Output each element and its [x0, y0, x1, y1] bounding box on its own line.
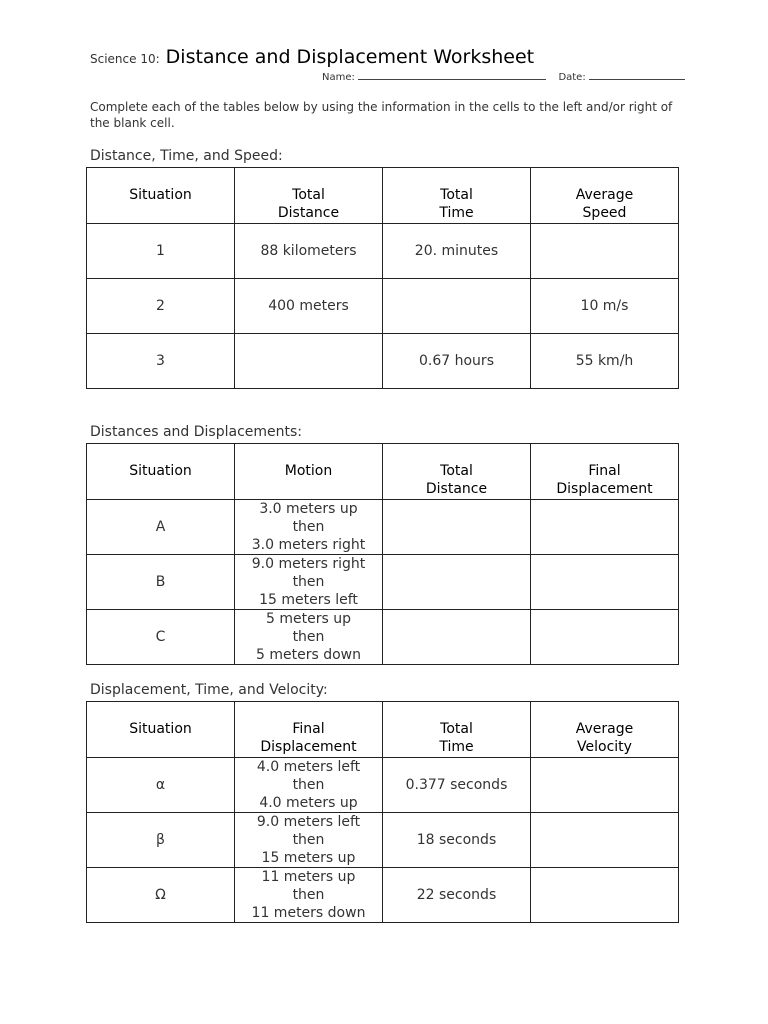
table-cell-line: 15 meters up: [261, 850, 356, 866]
table-cell-line: then: [292, 832, 325, 848]
column-header-text: Final: [292, 721, 325, 737]
table-cell-line: 11 meters up: [261, 869, 356, 885]
table-cell: [235, 758, 383, 813]
table-cell: α: [87, 758, 235, 813]
column-header: [531, 702, 679, 758]
table-cell: [235, 813, 383, 868]
table-header-row: [87, 702, 679, 758]
distances-displacements-table: [86, 443, 679, 665]
column-header-text: Time: [439, 739, 474, 755]
table-cell: A: [87, 500, 235, 555]
table-cell: 0.377 seconds: [383, 758, 531, 813]
table-row: [87, 868, 679, 923]
table-cell-line: 9.0 meters right: [251, 556, 366, 572]
table-cell: 3: [87, 334, 235, 389]
blank-answer-cell[interactable]: [531, 868, 679, 923]
blank-answer-cell[interactable]: [531, 500, 679, 555]
column-header: [235, 444, 383, 500]
section-title-speed: Distance, Time, and Speed:: [90, 148, 283, 164]
column-header-text: Situation: [129, 721, 192, 737]
table-cell: 10 m/s: [531, 279, 679, 334]
blank-answer-cell[interactable]: [383, 500, 531, 555]
table-cell: 88 kilometers: [235, 224, 383, 279]
column-header-text: Total: [440, 187, 473, 203]
column-header-text: Distance: [425, 481, 488, 497]
date-label: Date:: [558, 72, 586, 83]
column-header-text: Situation: [129, 187, 192, 203]
column-header: [235, 702, 383, 758]
table-cell: 1: [87, 224, 235, 279]
table-row: [87, 555, 679, 610]
table-cell-line: then: [292, 777, 325, 793]
table-cell-line: then: [292, 629, 325, 645]
column-header-text: Total: [440, 463, 473, 479]
column-header-text: Displacement: [260, 739, 357, 755]
table-cell: C: [87, 610, 235, 665]
table-cell: [235, 610, 383, 665]
column-header-text: Speed: [582, 205, 627, 221]
section-title-displacement: Distances and Displacements:: [90, 424, 303, 440]
table-cell-line: 11 meters down: [251, 905, 366, 921]
table-cell: B: [87, 555, 235, 610]
column-header-text: Time: [439, 205, 474, 221]
table-cell-line: then: [292, 887, 325, 903]
blank-answer-cell[interactable]: [235, 334, 383, 389]
blank-answer-cell[interactable]: [531, 610, 679, 665]
table-cell-line: 9.0 meters left: [256, 814, 361, 830]
column-header: [531, 168, 679, 224]
column-header: [87, 702, 235, 758]
table-header-row: [87, 168, 679, 224]
table-cell: β: [87, 813, 235, 868]
table-row: [87, 610, 679, 665]
column-header-text: Displacement: [556, 481, 653, 497]
table-cell: 22 seconds: [383, 868, 531, 923]
blank-answer-cell[interactable]: [531, 813, 679, 868]
distance-time-speed-table: [86, 167, 679, 389]
table-cell: [235, 868, 383, 923]
table-row: [87, 334, 679, 389]
table-row: [87, 758, 679, 813]
instructions-text: Complete each of the tables below by using the information in the cells to the left and/or right of the blank cell.: [90, 100, 673, 130]
table-cell-line: 15 meters left: [259, 592, 358, 608]
column-header-text: Total: [440, 721, 473, 737]
table-row: [87, 224, 679, 279]
column-header-text: Average: [575, 187, 634, 203]
column-header-text: Distance: [277, 205, 340, 221]
worksheet-header: [90, 46, 690, 68]
table-cell-line: 3.0 meters up: [259, 501, 358, 517]
column-header-text: Total: [292, 187, 325, 203]
table-cell-line: 5 meters up: [266, 611, 351, 627]
table-cell: [235, 555, 383, 610]
section-title-velocity: Displacement, Time, and Velocity:: [90, 682, 328, 698]
table-header-row: [87, 444, 679, 500]
course-label: Science 10:: [90, 52, 160, 66]
page-title: Distance and Displacement Worksheet: [165, 46, 535, 68]
table-cell: 400 meters: [235, 279, 383, 334]
table-cell-line: 4.0 meters up: [259, 795, 358, 811]
table-cell: 18 seconds: [383, 813, 531, 868]
column-header: [531, 444, 679, 500]
table-row: [87, 813, 679, 868]
name-label: Name:: [322, 72, 355, 83]
blank-answer-cell[interactable]: [531, 555, 679, 610]
table-cell: 2: [87, 279, 235, 334]
blank-answer-cell[interactable]: [531, 224, 679, 279]
table-cell: 20. minutes: [383, 224, 531, 279]
blank-answer-cell[interactable]: [383, 279, 531, 334]
column-header: [235, 168, 383, 224]
column-header-text: Velocity: [577, 739, 632, 755]
blank-answer-cell[interactable]: [383, 610, 531, 665]
column-header: [383, 702, 531, 758]
table-cell-line: 3.0 meters right: [251, 537, 366, 553]
table-cell: [235, 500, 383, 555]
column-header: [87, 168, 235, 224]
table-cell-line: 5 meters down: [256, 647, 361, 663]
table-cell-line: then: [292, 574, 325, 590]
name-field[interactable]: [358, 70, 546, 80]
column-header-text: Final: [588, 463, 621, 479]
table-cell-line: then: [292, 519, 325, 535]
table-cell: 0.67 hours: [383, 334, 531, 389]
column-header: [383, 444, 531, 500]
table-row: [87, 279, 679, 334]
table-cell-line: 4.0 meters left: [256, 759, 361, 775]
date-field[interactable]: [589, 70, 685, 80]
column-header-text: Situation: [129, 463, 192, 479]
column-header-text: Average: [575, 721, 634, 737]
table-cell: Ω: [87, 868, 235, 923]
header-title-line: [90, 46, 690, 68]
table-row: [87, 500, 679, 555]
displacement-time-velocity-table: [86, 701, 679, 923]
column-header-text: Motion: [284, 463, 333, 479]
table-cell: 55 km/h: [531, 334, 679, 389]
name-date-line: [322, 70, 685, 83]
column-header: [87, 444, 235, 500]
blank-answer-cell[interactable]: [383, 555, 531, 610]
blank-answer-cell[interactable]: [531, 758, 679, 813]
column-header: [383, 168, 531, 224]
